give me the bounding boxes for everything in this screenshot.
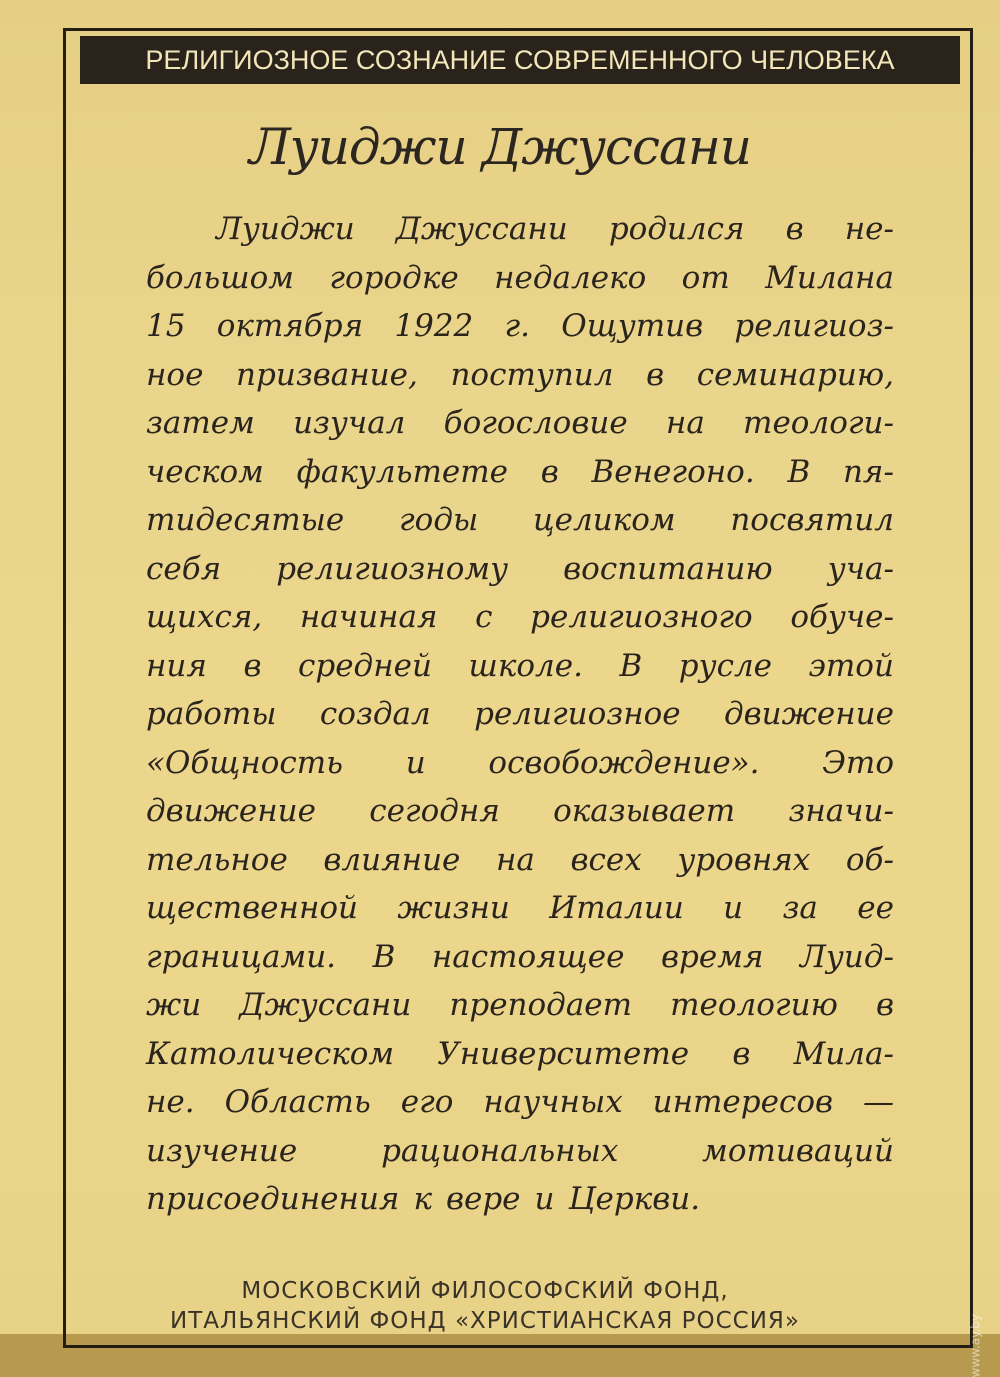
bio-line — [146, 1175, 894, 1224]
bio-word: религиозному — [276, 550, 509, 587]
bio-word: факультете — [296, 453, 508, 490]
bio-line — [146, 739, 894, 788]
bio-word: в — [732, 1035, 751, 1072]
bio-line — [146, 884, 894, 933]
bio-line — [146, 787, 894, 836]
bio-word: и — [405, 744, 426, 781]
bio-word: религиозное — [474, 696, 681, 732]
bio-word: создал — [319, 696, 431, 732]
bio-word: Луид- — [800, 938, 894, 975]
bio-word: Мила- — [793, 1035, 894, 1072]
bio-word: уровнях — [677, 841, 811, 878]
bio-word: щественной — [146, 890, 358, 926]
bio-word: ческом — [146, 453, 264, 490]
bio-word: средней — [298, 647, 432, 684]
bio-line — [146, 399, 894, 448]
bio-word: религиозного — [530, 599, 753, 635]
bio-word: богословие — [443, 405, 628, 441]
bio-word: недалеко — [494, 259, 647, 296]
bio-word: призвание, — [236, 356, 418, 393]
series-title: РЕЛИГИОЗНОЕ СОЗНАНИЕ СОВРЕМЕННОГО ЧЕЛОВЕКА — [145, 45, 895, 75]
bio-word: границами. — [146, 938, 337, 975]
bio-word: «Общность — [146, 744, 344, 781]
bio-word: религиоз- — [734, 308, 894, 344]
bio-line — [146, 351, 894, 400]
bio-word: на — [496, 841, 535, 878]
bio-word: 1922 — [394, 308, 474, 344]
author-biography — [146, 205, 894, 1224]
bio-line — [146, 981, 894, 1030]
bio-word: теологи- — [743, 405, 894, 441]
publisher-line-1: МОСКОВСКИЙ ФИЛОСОФСКИЙ ФОНД, — [241, 1278, 729, 1304]
bio-line — [146, 254, 894, 303]
bio-word: в — [646, 356, 665, 393]
bio-word: щихся, — [146, 599, 263, 635]
bio-word: ния — [146, 647, 207, 684]
bio-word: сегодня — [369, 793, 500, 829]
bio-word: работы — [146, 696, 277, 732]
watermark: www.ay.by — [968, 1314, 982, 1377]
bio-word: целиком — [533, 502, 676, 538]
bio-word: и — [534, 1181, 555, 1217]
bio-word: Венегоно. — [591, 453, 755, 490]
bio-line — [146, 205, 894, 254]
bio-word: В — [372, 938, 396, 975]
bio-word: изучение — [146, 1132, 298, 1169]
bio-word: изучал — [293, 405, 406, 441]
bio-word: этой — [808, 647, 894, 684]
bio-word: освобождение». — [488, 744, 760, 781]
bio-word: интересов — [652, 1084, 834, 1120]
bio-line — [146, 933, 894, 982]
bio-word: присоединения — [146, 1181, 400, 1217]
bio-line — [146, 690, 894, 739]
bio-word: воспитанию — [563, 550, 773, 587]
bio-word: к — [413, 1181, 432, 1217]
bio-word: посвятил — [730, 502, 894, 538]
bio-word: в — [540, 453, 559, 490]
bio-word: 15 — [146, 308, 186, 344]
bio-word: затем — [146, 405, 255, 441]
bio-word: в — [785, 211, 804, 247]
bio-word: Католическом — [146, 1035, 395, 1072]
bio-word: начиная — [299, 599, 438, 635]
bio-word: Джуссани — [395, 211, 568, 247]
bio-word: октября — [216, 308, 364, 344]
bio-word: и — [723, 890, 744, 926]
bio-line — [146, 302, 894, 351]
bio-word: оказывает — [553, 793, 736, 829]
bio-word: от — [681, 259, 730, 296]
bio-word: годы — [399, 502, 479, 538]
series-title-bar — [80, 36, 960, 84]
bio-word: его — [400, 1084, 454, 1120]
bio-word: за — [782, 890, 818, 926]
bio-word: ное — [146, 356, 204, 393]
bio-word: г. — [504, 308, 531, 344]
bio-line — [146, 836, 894, 885]
bio-word: Милана — [765, 259, 894, 296]
bio-word: городке — [329, 259, 459, 296]
bio-word: теологию — [670, 987, 838, 1023]
bio-word: движение — [723, 696, 894, 732]
bio-word: не. — [146, 1084, 195, 1120]
bio-word: не- — [844, 211, 894, 247]
bio-word: Университете — [437, 1035, 690, 1072]
bio-word: обуче- — [790, 599, 894, 635]
bio-word: Область — [224, 1084, 371, 1120]
bio-word: уча- — [827, 550, 894, 587]
bio-word: мотиваций — [702, 1132, 894, 1169]
bio-word: об- — [845, 841, 894, 878]
bio-word: вере — [445, 1181, 521, 1217]
bio-word: значи- — [788, 793, 894, 829]
bio-word: рациональных — [381, 1132, 619, 1169]
bio-word: Джуссани — [239, 987, 412, 1023]
bio-line — [146, 496, 894, 545]
bio-word: себя — [146, 550, 222, 587]
bio-word: Италии — [549, 890, 684, 926]
bio-word: влияние — [323, 841, 461, 878]
bio-word: В — [619, 647, 643, 684]
bio-word: большом — [146, 259, 294, 296]
bio-line — [146, 593, 894, 642]
bio-line — [146, 1078, 894, 1127]
bio-word: всех — [570, 841, 642, 878]
bio-word: пя- — [842, 453, 894, 490]
bio-word: в — [875, 987, 894, 1023]
bio-word: Это — [822, 744, 894, 781]
bio-word: русле — [678, 647, 773, 684]
bio-word: время — [661, 938, 764, 975]
author-name: Луиджи Джуссани — [249, 118, 751, 176]
bio-word: движение — [146, 793, 316, 829]
bio-word: Ощутив — [561, 308, 704, 344]
bio-word: тидесятые — [146, 502, 345, 538]
bio-word: в — [243, 647, 262, 684]
bio-word: с — [475, 599, 493, 635]
bio-word: семинарию, — [696, 356, 894, 393]
bio-word: жизни — [397, 890, 510, 926]
bio-word: жи — [146, 987, 202, 1023]
bio-word: — — [863, 1084, 894, 1120]
bio-word: родился — [608, 211, 745, 247]
bio-word: школе. — [468, 647, 583, 684]
bio-line — [146, 448, 894, 497]
publisher-line-2: ИТАЛЬЯНСКИЙ ФОНД «ХРИСТИАНСКАЯ РОССИЯ» — [170, 1308, 800, 1334]
bio-word: В — [787, 453, 811, 490]
bio-line — [146, 545, 894, 594]
bio-word: Луиджи — [216, 211, 355, 247]
bio-line — [146, 1030, 894, 1079]
bio-word: научных — [483, 1084, 623, 1120]
bio-line — [146, 1127, 894, 1176]
bio-word: тельное — [146, 841, 288, 878]
bio-word: преподает — [449, 987, 633, 1023]
bio-word: Церкви. — [568, 1181, 701, 1217]
bio-word: ее — [857, 890, 894, 926]
bio-word: на — [665, 405, 705, 441]
bio-word: поступил — [450, 356, 614, 393]
bio-line — [146, 642, 894, 691]
bio-word: настоящее — [431, 938, 625, 975]
